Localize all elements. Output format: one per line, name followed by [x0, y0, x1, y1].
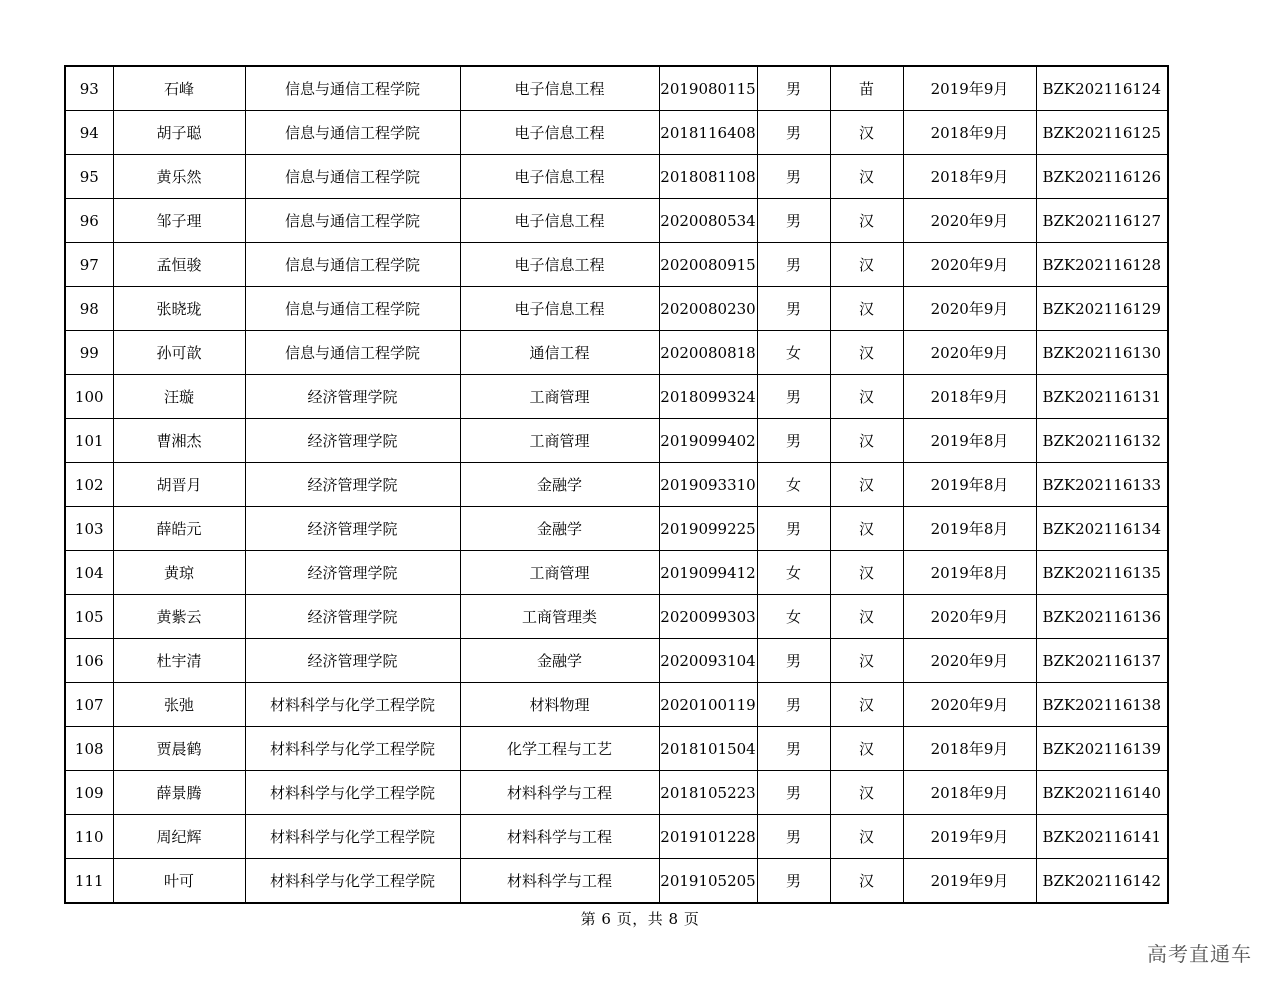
major-cell: 材料科学与工程 [460, 859, 659, 904]
gender-cell: 男 [757, 683, 830, 727]
student-id-cell: 2018105223 [659, 771, 757, 815]
college-cell: 经济管理学院 [245, 551, 460, 595]
table-row [65, 111, 1168, 155]
college-cell: 信息与通信工程学院 [245, 66, 460, 111]
student-id-cell: 2020080230 [659, 287, 757, 331]
major-cell: 电子信息工程 [460, 111, 659, 155]
name-cell: 汪璇 [113, 375, 245, 419]
name-cell: 胡子聪 [113, 111, 245, 155]
certificate-id-cell: BZK202116129 [1036, 287, 1168, 331]
name-cell: 黄乐然 [113, 155, 245, 199]
certificate-id-cell: BZK202116133 [1036, 463, 1168, 507]
ethnicity-cell: 汉 [830, 595, 903, 639]
student-id-cell: 2018099324 [659, 375, 757, 419]
roster-sheet [64, 65, 1167, 890]
college-cell: 经济管理学院 [245, 507, 460, 551]
certificate-id-cell: BZK202116127 [1036, 199, 1168, 243]
gender-cell: 男 [757, 507, 830, 551]
enrollment-date-cell: 2018年9月 [903, 375, 1036, 419]
ethnicity-cell: 汉 [830, 243, 903, 287]
name-cell: 张弛 [113, 683, 245, 727]
student-id-cell: 2020099303 [659, 595, 757, 639]
row-number-cell: 97 [65, 243, 113, 287]
gender-cell: 男 [757, 375, 830, 419]
gender-cell: 男 [757, 815, 830, 859]
certificate-id-cell: BZK202116130 [1036, 331, 1168, 375]
row-number-cell: 101 [65, 419, 113, 463]
major-cell: 化学工程与工艺 [460, 727, 659, 771]
major-cell: 工商管理 [460, 375, 659, 419]
gender-cell: 男 [757, 419, 830, 463]
ethnicity-cell: 汉 [830, 199, 903, 243]
certificate-id-cell: BZK202116141 [1036, 815, 1168, 859]
college-cell: 信息与通信工程学院 [245, 331, 460, 375]
student-id-cell: 2018101504 [659, 727, 757, 771]
row-number-cell: 95 [65, 155, 113, 199]
student-id-cell: 2018081108 [659, 155, 757, 199]
college-cell: 信息与通信工程学院 [245, 243, 460, 287]
table-row [65, 331, 1168, 375]
gender-cell: 女 [757, 595, 830, 639]
row-number-cell: 107 [65, 683, 113, 727]
gender-cell: 女 [757, 331, 830, 375]
gender-cell: 男 [757, 243, 830, 287]
student-id-cell: 2020093104 [659, 639, 757, 683]
gender-cell: 男 [757, 639, 830, 683]
student-id-cell: 2019093310 [659, 463, 757, 507]
student-id-cell: 2019099412 [659, 551, 757, 595]
major-cell: 工商管理 [460, 419, 659, 463]
ethnicity-cell: 汉 [830, 507, 903, 551]
enrollment-date-cell: 2019年8月 [903, 419, 1036, 463]
certificate-id-cell: BZK202116142 [1036, 859, 1168, 904]
college-cell: 信息与通信工程学院 [245, 287, 460, 331]
ethnicity-cell: 汉 [830, 815, 903, 859]
table-row [65, 199, 1168, 243]
certificate-id-cell: BZK202116125 [1036, 111, 1168, 155]
college-cell: 材料科学与化学工程学院 [245, 683, 460, 727]
ethnicity-cell: 汉 [830, 111, 903, 155]
table-row [65, 507, 1168, 551]
certificate-id-cell: BZK202116134 [1036, 507, 1168, 551]
college-cell: 材料科学与化学工程学院 [245, 859, 460, 904]
table-row [65, 859, 1168, 904]
student-id-cell: 2019080115 [659, 66, 757, 111]
gender-cell: 男 [757, 66, 830, 111]
ethnicity-cell: 汉 [830, 463, 903, 507]
ethnicity-cell: 汉 [830, 727, 903, 771]
student-roster-table [64, 65, 1169, 904]
name-cell: 孟恒骏 [113, 243, 245, 287]
roster-body [65, 66, 1168, 903]
row-number-cell: 108 [65, 727, 113, 771]
table-row [65, 595, 1168, 639]
enrollment-date-cell: 2018年9月 [903, 771, 1036, 815]
major-cell: 电子信息工程 [460, 199, 659, 243]
major-cell: 材料科学与工程 [460, 815, 659, 859]
page-number-label: 第 6 页，共 8 页 [580, 910, 700, 928]
ethnicity-cell: 苗 [830, 66, 903, 111]
enrollment-date-cell: 2020年9月 [903, 199, 1036, 243]
row-number-cell: 100 [65, 375, 113, 419]
table-row [65, 815, 1168, 859]
student-id-cell: 2019099225 [659, 507, 757, 551]
row-number-cell: 96 [65, 199, 113, 243]
name-cell: 贾晨鹤 [113, 727, 245, 771]
row-number-cell: 109 [65, 771, 113, 815]
table-row [65, 683, 1168, 727]
major-cell: 工商管理类 [460, 595, 659, 639]
major-cell: 电子信息工程 [460, 243, 659, 287]
college-cell: 经济管理学院 [245, 419, 460, 463]
enrollment-date-cell: 2019年9月 [903, 66, 1036, 111]
ethnicity-cell: 汉 [830, 375, 903, 419]
ethnicity-cell: 汉 [830, 287, 903, 331]
name-cell: 周纪辉 [113, 815, 245, 859]
certificate-id-cell: BZK202116124 [1036, 66, 1168, 111]
enrollment-date-cell: 2020年9月 [903, 287, 1036, 331]
table-row [65, 287, 1168, 331]
certificate-id-cell: BZK202116139 [1036, 727, 1168, 771]
page-footer [0, 908, 1280, 929]
major-cell: 通信工程 [460, 331, 659, 375]
certificate-id-cell: BZK202116128 [1036, 243, 1168, 287]
college-cell: 材料科学与化学工程学院 [245, 727, 460, 771]
ethnicity-cell: 汉 [830, 551, 903, 595]
name-cell: 薛皓元 [113, 507, 245, 551]
certificate-id-cell: BZK202116135 [1036, 551, 1168, 595]
major-cell: 材料科学与工程 [460, 771, 659, 815]
certificate-id-cell: BZK202116132 [1036, 419, 1168, 463]
student-id-cell: 2019101228 [659, 815, 757, 859]
name-cell: 叶可 [113, 859, 245, 904]
ethnicity-cell: 汉 [830, 771, 903, 815]
certificate-id-cell: BZK202116131 [1036, 375, 1168, 419]
name-cell: 孙可歆 [113, 331, 245, 375]
ethnicity-cell: 汉 [830, 155, 903, 199]
row-number-cell: 105 [65, 595, 113, 639]
major-cell: 金融学 [460, 463, 659, 507]
student-id-cell: 2018116408 [659, 111, 757, 155]
gender-cell: 男 [757, 155, 830, 199]
college-cell: 经济管理学院 [245, 639, 460, 683]
row-number-cell: 98 [65, 287, 113, 331]
ethnicity-cell: 汉 [830, 639, 903, 683]
student-id-cell: 2019105205 [659, 859, 757, 904]
row-number-cell: 94 [65, 111, 113, 155]
enrollment-date-cell: 2018年9月 [903, 155, 1036, 199]
gender-cell: 男 [757, 199, 830, 243]
table-row [65, 551, 1168, 595]
table-row [65, 463, 1168, 507]
row-number-cell: 110 [65, 815, 113, 859]
ethnicity-cell: 汉 [830, 683, 903, 727]
student-id-cell: 2020100119 [659, 683, 757, 727]
certificate-id-cell: BZK202116136 [1036, 595, 1168, 639]
name-cell: 邹子理 [113, 199, 245, 243]
college-cell: 材料科学与化学工程学院 [245, 815, 460, 859]
college-cell: 经济管理学院 [245, 375, 460, 419]
ethnicity-cell: 汉 [830, 859, 903, 904]
college-cell: 信息与通信工程学院 [245, 199, 460, 243]
gender-cell: 男 [757, 111, 830, 155]
certificate-id-cell: BZK202116137 [1036, 639, 1168, 683]
enrollment-date-cell: 2019年8月 [903, 463, 1036, 507]
college-cell: 经济管理学院 [245, 595, 460, 639]
enrollment-date-cell: 2020年9月 [903, 639, 1036, 683]
student-id-cell: 2020080534 [659, 199, 757, 243]
row-number-cell: 104 [65, 551, 113, 595]
name-cell: 石峰 [113, 66, 245, 111]
major-cell: 金融学 [460, 639, 659, 683]
table-row [65, 375, 1168, 419]
major-cell: 电子信息工程 [460, 155, 659, 199]
enrollment-date-cell: 2020年9月 [903, 595, 1036, 639]
gender-cell: 男 [757, 771, 830, 815]
enrollment-date-cell: 2020年9月 [903, 331, 1036, 375]
row-number-cell: 106 [65, 639, 113, 683]
gender-cell: 男 [757, 859, 830, 904]
row-number-cell: 99 [65, 331, 113, 375]
major-cell: 电子信息工程 [460, 66, 659, 111]
gender-cell: 女 [757, 551, 830, 595]
enrollment-date-cell: 2020年9月 [903, 243, 1036, 287]
name-cell: 胡晋月 [113, 463, 245, 507]
name-cell: 张晓珑 [113, 287, 245, 331]
row-number-cell: 111 [65, 859, 113, 904]
ethnicity-cell: 汉 [830, 331, 903, 375]
certificate-id-cell: BZK202116138 [1036, 683, 1168, 727]
enrollment-date-cell: 2019年8月 [903, 507, 1036, 551]
major-cell: 材料物理 [460, 683, 659, 727]
college-cell: 信息与通信工程学院 [245, 155, 460, 199]
student-id-cell: 2020080818 [659, 331, 757, 375]
enrollment-date-cell: 2020年9月 [903, 683, 1036, 727]
college-cell: 材料科学与化学工程学院 [245, 771, 460, 815]
major-cell: 电子信息工程 [460, 287, 659, 331]
table-row [65, 771, 1168, 815]
major-cell: 金融学 [460, 507, 659, 551]
student-id-cell: 2020080915 [659, 243, 757, 287]
table-row [65, 727, 1168, 771]
name-cell: 杜宇清 [113, 639, 245, 683]
enrollment-date-cell: 2018年9月 [903, 727, 1036, 771]
enrollment-date-cell: 2019年8月 [903, 551, 1036, 595]
name-cell: 黄紫云 [113, 595, 245, 639]
row-number-cell: 102 [65, 463, 113, 507]
table-row [65, 66, 1168, 111]
table-row [65, 243, 1168, 287]
ethnicity-cell: 汉 [830, 419, 903, 463]
gender-cell: 男 [757, 287, 830, 331]
certificate-id-cell: BZK202116140 [1036, 771, 1168, 815]
watermark-text: 高考直通车 [1147, 942, 1252, 966]
row-number-cell: 103 [65, 507, 113, 551]
college-cell: 经济管理学院 [245, 463, 460, 507]
enrollment-date-cell: 2019年9月 [903, 815, 1036, 859]
row-number-cell: 93 [65, 66, 113, 111]
student-id-cell: 2019099402 [659, 419, 757, 463]
table-row [65, 639, 1168, 683]
gender-cell: 女 [757, 463, 830, 507]
enrollment-date-cell: 2018年9月 [903, 111, 1036, 155]
name-cell: 黄琼 [113, 551, 245, 595]
college-cell: 信息与通信工程学院 [245, 111, 460, 155]
major-cell: 工商管理 [460, 551, 659, 595]
certificate-id-cell: BZK202116126 [1036, 155, 1168, 199]
name-cell: 曹湘杰 [113, 419, 245, 463]
enrollment-date-cell: 2019年9月 [903, 859, 1036, 904]
gender-cell: 男 [757, 727, 830, 771]
table-row [65, 419, 1168, 463]
table-row [65, 155, 1168, 199]
name-cell: 薛景腾 [113, 771, 245, 815]
